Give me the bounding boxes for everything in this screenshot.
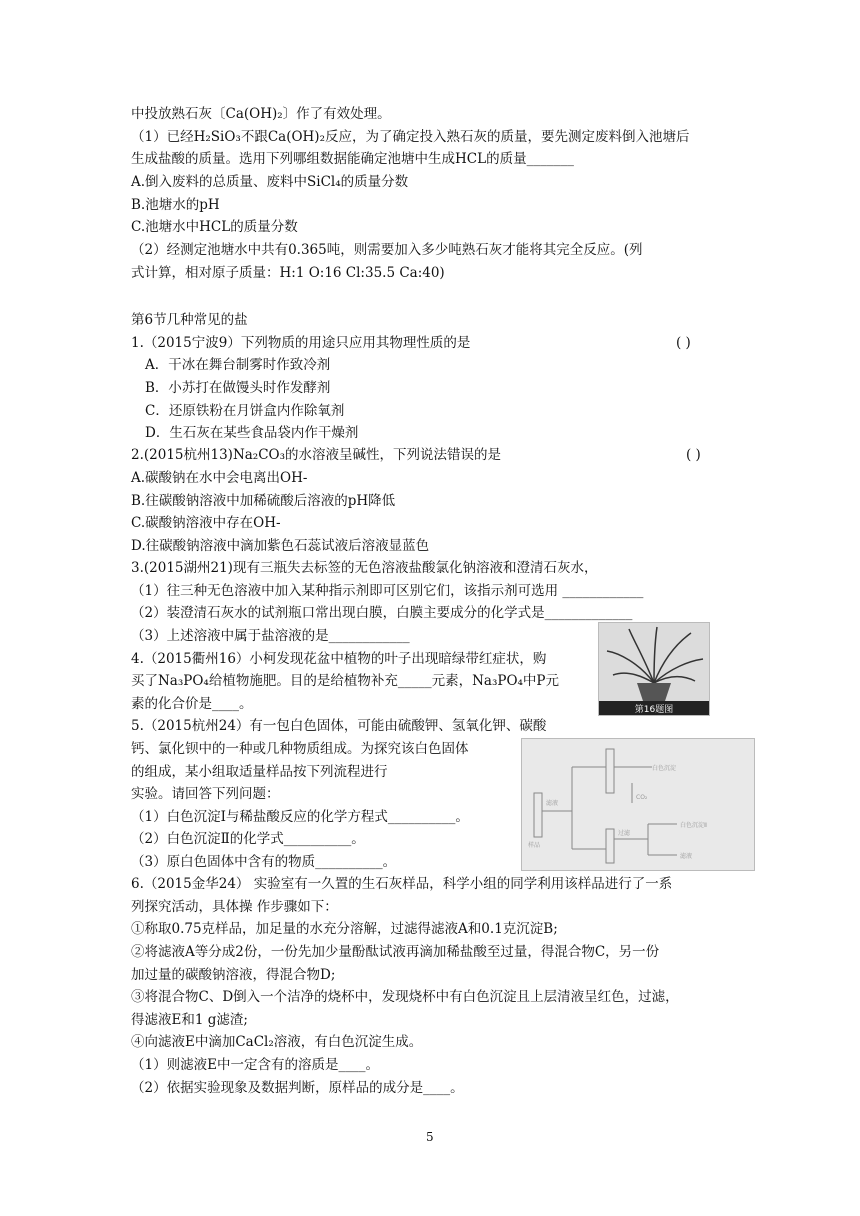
text-line: ①称取0.75克样品，加足量的水充分溶解，过滤得滤液A和0.1克沉淀B; [131,921,558,937]
text-line: 素的化合价是____。 [131,696,253,712]
text-line: A.倒入废料的总质量、废料中SiCl₄的质量分数 [131,174,409,190]
flowchart-diagram [522,739,754,870]
text-line: 加过量的碳酸钠溶液，得混合物D; [131,967,336,983]
question-5: 5.（2015杭州24）有一包白色固体，可能由硫酸钾、氢氧化钾、碳酸 [131,718,547,734]
text-line: 实验。请回答下列问题： [131,786,280,802]
answer-paren: ( ) [676,335,691,351]
page-number: 5 [426,1130,434,1144]
text-line: （2）经测定池塘水中共有0.365吨，则需要加入多少吨熟石灰才能将其完全反应。(列 [131,242,643,258]
option: B．小苏打在做馒头时作发酵剂 [145,380,331,396]
section-title: 第6节几种常见的盐 [131,312,248,328]
text-line: 得滤液E和1 g滤渣; [131,1012,248,1028]
text-line: ②将滤液A等分成2份，一份先加少量酚酞试液再滴加稀盐酸至过量，得混合物C，另一份 [131,944,660,960]
option: A.碳酸钠在水中会电离出OH- [131,470,308,486]
option: C．还原铁粉在月饼盒内作除氧剂 [145,403,345,419]
text-line: 买了Na₃PO₄给植物施肥。目的是给植物补充_____元素，Na₃PO₄中P元 [131,673,560,689]
flowchart-figure [521,738,755,871]
plant-figure [598,622,710,716]
text-line: C.池塘水中HCL的质量分数 [131,219,298,235]
text-line: 钙、氯化钡中的一种或几种物质组成。为探究该白色固体 [131,741,469,757]
answer-paren: ( ) [686,447,701,463]
text-line: 生成盐酸的质量。选用下列哪组数据能确定池塘中生成HCL的质量_______ [131,151,574,167]
option: D．生石灰在某些食品袋内作干燥剂 [145,425,359,441]
flow-label: 滤液 [680,853,693,860]
flow-label: 白色沉淀 [652,765,677,772]
flow-label: 过滤 [618,830,631,837]
text-line: 式计算，相对原子质量：H:1 O:16 Cl:35.5 Ca:40) [131,265,445,281]
text-line: （1）则滤液E中一定含有的溶质是____。 [131,1057,379,1073]
question-3: 3.(2015湖州21)现有三瓶失去标签的无色溶液盐酸氯化钠溶液和澄清石灰水， [131,560,598,576]
text-line: ③将混合物C、D倒入一个洁净的烧杯中，发现烧杯中有白色沉淀且上层清液呈红色，过滤， [131,989,679,1005]
question-4: 4.（2015衢州16）小柯发现花盆中植物的叶子出现暗绿带红症状，购 [131,651,547,667]
text-line: （2）依据实验现象及数据判断，原样品的成分是____。 [131,1080,464,1096]
text-line: （1）往三种无色溶液中加入某种指示剂即可区别它们，该指示剂可选用 ____________ [131,583,644,599]
flow-label: CO₂ [636,794,648,801]
text-line: 的组成，某小组取适量样品按下列流程进行 [131,764,388,780]
text-line: （2）白色沉淀Ⅱ的化学式__________。 [131,831,365,847]
option: C.碳酸钠溶液中存在OH- [131,515,281,531]
text-line: （2）装澄清石灰水的试剂瓶口常出现白膜，白膜主要成分的化学式是_____________ [131,605,633,621]
flow-label: 样品 [528,842,541,849]
question-2: 2.(2015杭州13)Na₂CO₃的水溶液呈碱性，下列说法错误的是 [131,447,502,463]
text-line: （3）上述溶液中属于盐溶液的是____________ [131,628,410,644]
flow-label: 滤液 [546,800,559,807]
text-line: B.池塘水的pH [131,197,220,213]
text-line: （1）白色沉淀Ⅰ与稀盐酸反应的化学方程式__________。 [131,809,469,825]
option: B.往碳酸钠溶液中加稀硫酸后溶液的pH降低 [131,493,396,509]
flow-label: 白色沉淀Ⅱ [680,822,707,829]
question-6: 6.（2015金华24） 实验室有一久置的生石灰样品，科学小组的同学利用该样品进行了一系 [131,876,673,892]
option: D.往碳酸钠溶液中滴加紫色石蕊试液后溶液显蓝色 [131,538,430,554]
text-line: （3）原白色固体中含有的物质__________。 [131,854,397,870]
option: A．干冰在舞台制雾时作致冷剂 [145,357,331,373]
text-line: 列探究活动，具体操 作步骤如下： [131,899,338,915]
text-line: 中投放熟石灰〔Ca(OH)₂〕作了有效处理。 [131,106,391,122]
text-line: （1）已经H₂SiO₃不跟Ca(OH)₂反应，为了确定投入熟石灰的质量，要先测定废料倒入池塘后 [131,129,690,145]
plant-pot-icon [599,623,709,715]
figure-caption: 第16题图 [634,705,674,715]
question-1: 1.（2015宁波9）下列物质的用途只应用其物理性质的是 [131,335,471,351]
text-line: ④向滤液E中滴加CaCl₂溶液，有白色沉淀生成。 [131,1034,423,1050]
